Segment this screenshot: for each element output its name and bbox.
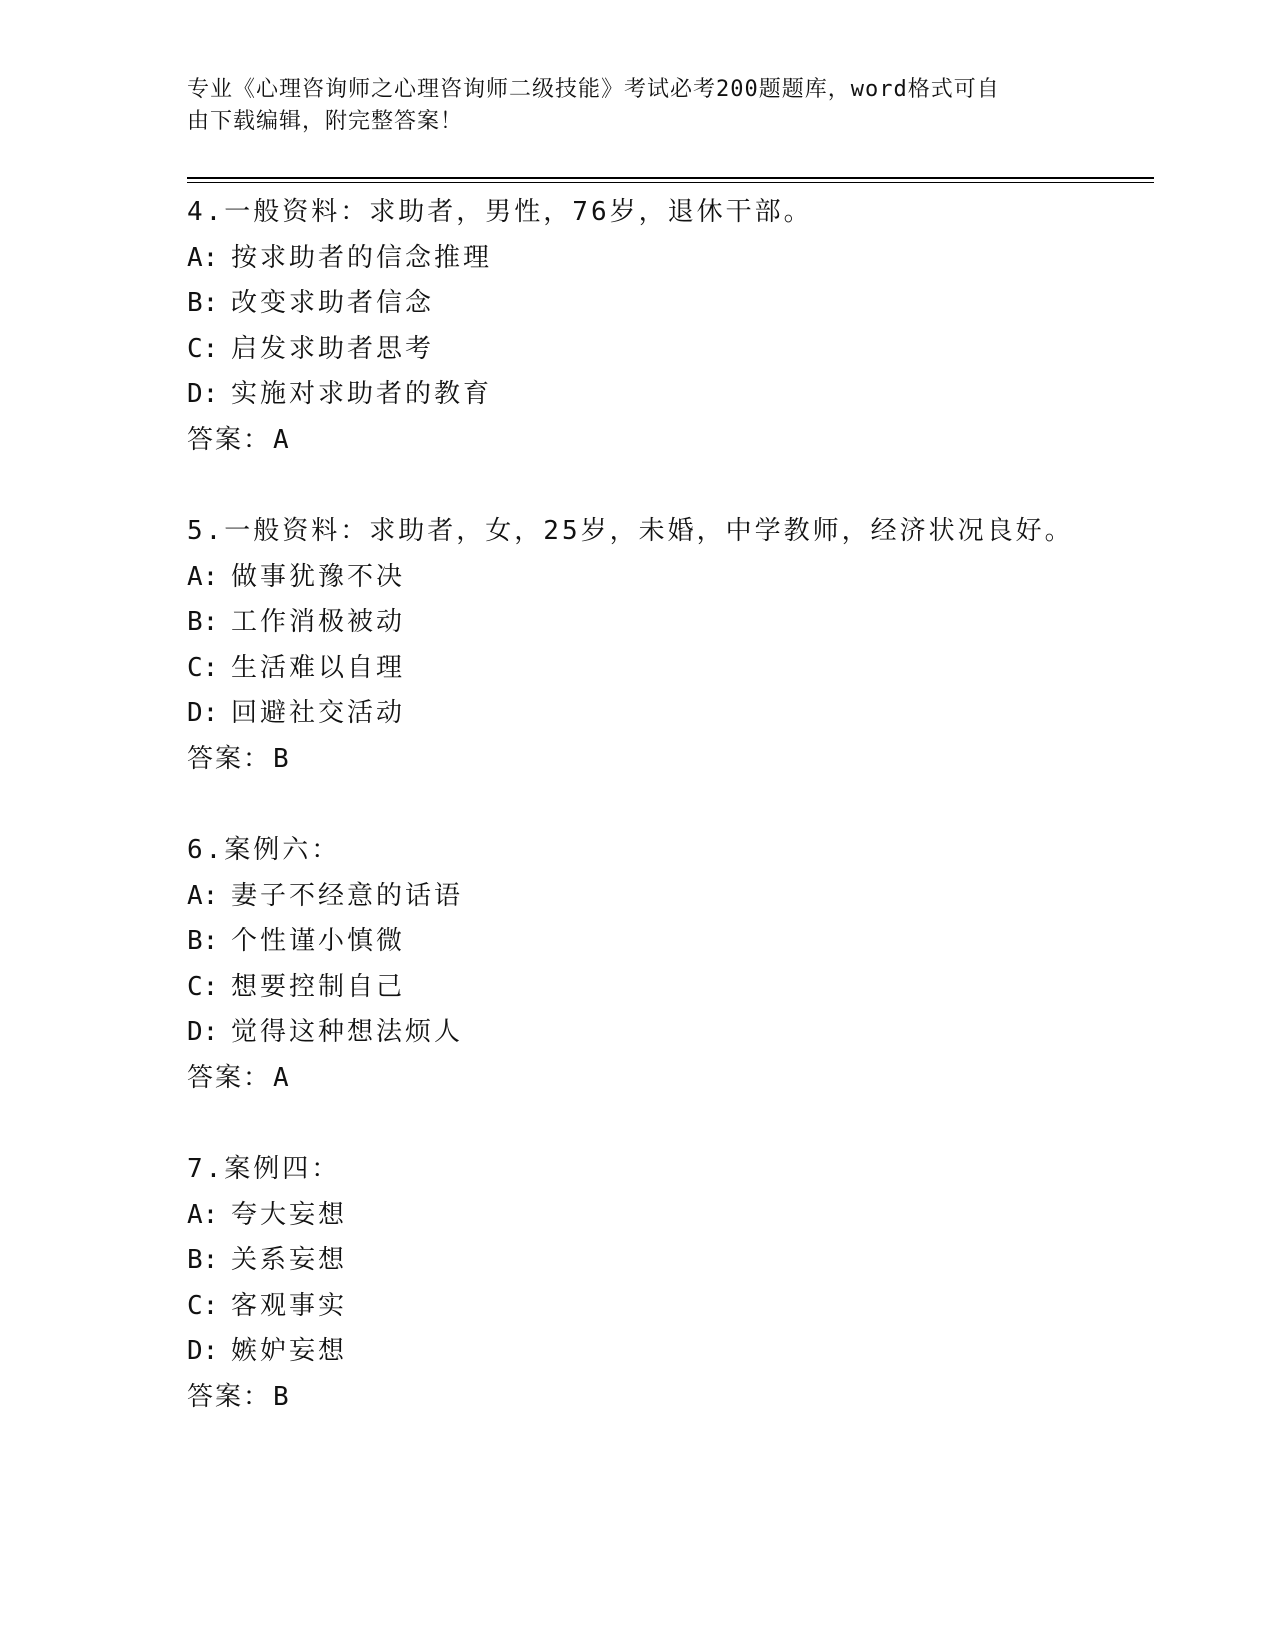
option-letter: A:	[187, 1199, 219, 1230]
option-a	[187, 555, 1147, 601]
option-text: 做事犹豫不决	[231, 561, 406, 592]
option-text: 嫉妒妄想	[231, 1336, 348, 1366]
option-text: 工作消极被动	[231, 607, 406, 637]
option-letter: C:	[187, 971, 219, 1002]
answer-value: B	[273, 1381, 289, 1412]
option-letter: B:	[187, 926, 219, 956]
option-letter: D:	[187, 698, 219, 728]
option-text: 想要控制自己	[231, 971, 406, 1002]
option-text: 回避社交活动	[231, 698, 406, 728]
question-6	[187, 828, 1147, 1101]
option-letter: D:	[187, 1336, 219, 1366]
option-letter: D:	[187, 1017, 219, 1047]
header-line-2: 由下载编辑，附完整答案！	[187, 109, 464, 134]
question-stem: 6.案例六：	[187, 835, 341, 865]
option-d	[187, 1329, 1147, 1375]
option-text: 关系妄想	[231, 1245, 348, 1275]
answer-label: 答案：	[187, 743, 272, 774]
option-text: 个性谨小慎微	[231, 926, 406, 956]
option-text: 夸大妄想	[231, 1199, 348, 1230]
option-letter: B:	[187, 1245, 219, 1275]
option-a	[187, 874, 1147, 920]
option-c	[187, 1284, 1147, 1330]
option-c	[187, 646, 1147, 692]
option-letter: B:	[187, 607, 219, 637]
option-b	[187, 600, 1147, 646]
option-text: 客观事实	[231, 1290, 348, 1321]
answer-value: A	[273, 424, 289, 455]
question-stem: 4.一般资料：求助者，男性，76岁，退休干部。	[187, 197, 813, 227]
option-a	[187, 1193, 1147, 1239]
option-d	[187, 691, 1147, 737]
option-b	[187, 919, 1147, 965]
option-d	[187, 372, 1147, 418]
answer-value: B	[273, 743, 289, 774]
answer-line	[187, 418, 1147, 464]
question-stem: 7.案例四：	[187, 1154, 341, 1184]
option-letter: B:	[187, 288, 219, 318]
option-letter: C:	[187, 1290, 219, 1321]
option-letter: A:	[187, 880, 219, 911]
option-letter: C:	[187, 652, 219, 683]
option-letter: C:	[187, 333, 219, 364]
option-c	[187, 327, 1147, 373]
answer-line	[187, 1056, 1147, 1102]
question-7	[187, 1147, 1147, 1420]
answer-line	[187, 1375, 1147, 1421]
question-5	[187, 509, 1147, 782]
question-stem: 5.一般资料：求助者，女，25岁，未婚，中学教师，经济状况良好。	[187, 516, 1074, 546]
option-d	[187, 1010, 1147, 1056]
option-text: 觉得这种想法烦人	[231, 1017, 464, 1047]
option-b	[187, 281, 1147, 327]
option-letter: A:	[187, 561, 219, 592]
option-text: 按求助者的信念推理	[231, 242, 493, 273]
option-text: 实施对求助者的教育	[231, 379, 493, 409]
answer-line	[187, 737, 1147, 783]
option-text: 启发求助者思考	[231, 333, 435, 364]
option-text: 妻子不经意的话语	[231, 880, 464, 911]
header-divider-thin	[187, 182, 1154, 183]
option-a	[187, 236, 1147, 282]
document-header	[187, 74, 1067, 138]
option-text: 改变求助者信念	[231, 288, 435, 318]
answer-label: 答案：	[187, 1062, 272, 1093]
option-b	[187, 1238, 1147, 1284]
header-divider-thick	[187, 177, 1154, 179]
question-4	[187, 190, 1147, 463]
answer-value: A	[273, 1062, 289, 1093]
answer-label: 答案：	[187, 1381, 272, 1412]
answer-label: 答案：	[187, 424, 272, 455]
header-line-1: 专业《心理咨询师之心理咨询师二级技能》考试必考200题题库，word格式可自	[187, 77, 1000, 102]
option-letter: D:	[187, 379, 219, 409]
option-text: 生活难以自理	[231, 652, 406, 683]
option-letter: A:	[187, 242, 219, 273]
option-c	[187, 965, 1147, 1011]
